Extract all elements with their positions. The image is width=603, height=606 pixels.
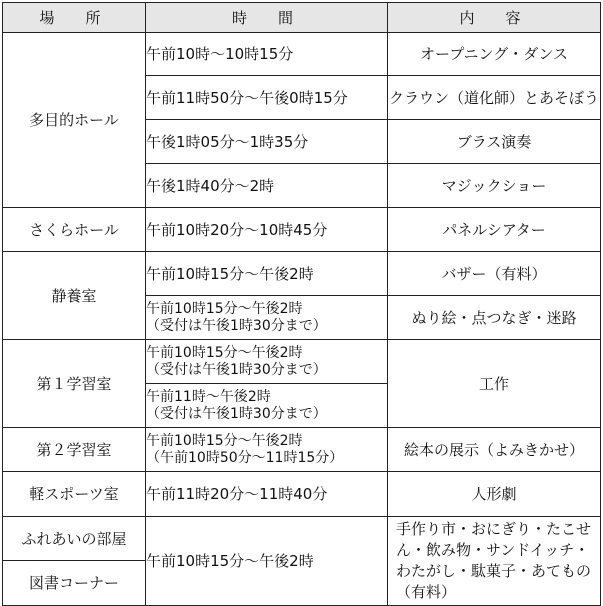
- time-line: 午前11時～午後2時: [146, 388, 271, 405]
- place-cell: 静養室: [3, 252, 146, 340]
- time-line: 午前10時15分～午後2時: [146, 344, 303, 361]
- time-cell: 午前10時15分～午後2時: [146, 517, 388, 606]
- content-cell: バザー（有料）: [388, 252, 601, 296]
- time-cell: 午後1時05分～1時35分: [146, 120, 388, 164]
- content-cell: 工作: [388, 340, 601, 428]
- content-cell: ぬり絵・点つなぎ・迷路: [388, 296, 601, 340]
- table-row: [3, 252, 601, 296]
- time-cell: 午前10時15分～午後2時: [146, 252, 388, 296]
- table-row: [3, 428, 601, 472]
- header-time: 時 間: [146, 3, 388, 33]
- place-cell: さくらホール: [3, 208, 146, 252]
- content-cell: 人形劇: [388, 472, 601, 517]
- header-content: 内 容: [388, 3, 601, 33]
- time-cell: 午後1時40分～2時: [146, 164, 388, 208]
- place-cell: 軽スポーツ室: [3, 472, 146, 517]
- table-row: [3, 208, 601, 252]
- place-cell: 多目的ホール: [3, 33, 146, 208]
- header-place: 場 所: [3, 3, 146, 33]
- time-cell: [146, 296, 388, 340]
- time-note: （午前10時50分～11時15分）: [146, 449, 344, 466]
- time-cell: [146, 340, 388, 384]
- content-cell: クラウン（道化師）とあそぼう: [388, 76, 601, 120]
- content-cell: オープニング・ダンス: [388, 33, 601, 76]
- content-cell: 絵本の展示（よみきかせ）: [388, 428, 601, 472]
- place-cell: 第２学習室: [3, 428, 146, 472]
- content-cell: ブラス演奏: [388, 120, 601, 164]
- time-note: （受付は午後1時30分まで）: [146, 405, 327, 422]
- time-cell: 午前11時50分～午後0時15分: [146, 76, 388, 120]
- content-cell: マジックショー: [388, 164, 601, 208]
- schedule-table: [2, 2, 601, 606]
- content-cell: パネルシアター: [388, 208, 601, 252]
- time-line: 午前10時15分～午後2時: [146, 300, 303, 317]
- place-cell: ふれあいの部屋: [3, 517, 146, 561]
- place-cell: 図書コーナー: [3, 561, 146, 606]
- time-cell: [146, 428, 388, 472]
- table-row: [3, 340, 601, 384]
- time-note: （受付は午後1時30分まで）: [146, 317, 327, 334]
- table-row: [3, 33, 601, 76]
- time-line: 午前10時15分～午後2時: [146, 432, 303, 449]
- content-cell: 手作り市・おにぎり・たこせん・飲み物・サンドイッチ・わたがし・駄菓子・あてもの（有料）: [388, 517, 601, 606]
- time-cell: 午前10時～10時15分: [146, 33, 388, 76]
- time-cell: 午前11時20分～11時40分: [146, 472, 388, 517]
- table-row: [3, 472, 601, 517]
- table-row: [3, 517, 601, 561]
- time-cell: 午前10時20分～10時45分: [146, 208, 388, 252]
- place-cell: 第１学習室: [3, 340, 146, 428]
- time-note: （受付は午後1時30分まで）: [146, 361, 327, 378]
- header-row: [3, 3, 601, 33]
- time-cell: [146, 384, 388, 428]
